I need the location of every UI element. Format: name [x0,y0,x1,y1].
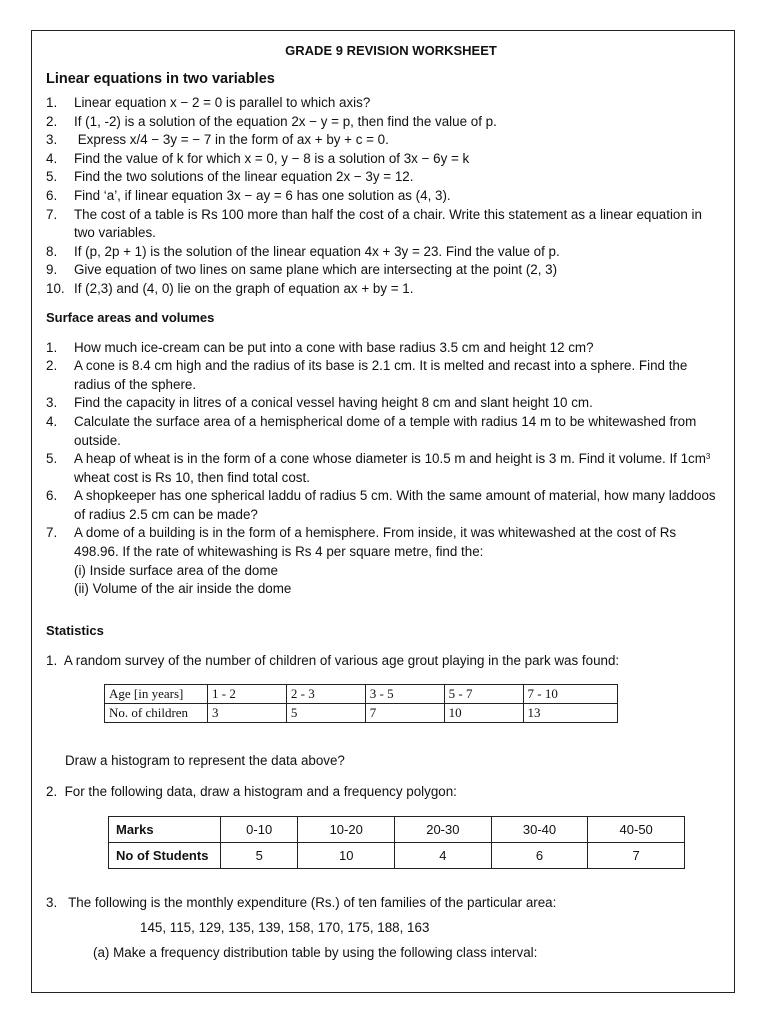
worksheet-content [46,42,716,599]
table-row: Age [in years] 1 - 2 2 - 3 3 - 5 5 - 7 7 - 10 [105,685,618,704]
stat-question-3: 3. The following is the monthly expenditure (Rs.) of ten families of the particular area: [46,895,557,910]
list-item: 1. Linear equation x − 2 = 0 is parallel to which axis? [46,95,371,110]
stat-question-1: 1. A random survey of the number of children of various age grout playing in the park was found: [46,653,620,668]
list-item: 9. Give equation of two lines on same plane which are intersecting at the point (2, 3) [46,262,558,278]
section-heading-surface: Surface areas and volumes [46,309,215,325]
expenditure-values: 145, 115, 129, 135, 139, 158, 170, 175, 188, 163 [140,920,430,935]
list-item: 7. A dome of a building is in the form of a hemisphere. From inside, it was whitewashed at the cost of Rs 498.96. If the rate of whitewashing is Rs 4 per square metre, find the: (i) Inside surface area of the dome (ii) Volume of the air inside the dome [46,525,677,597]
worksheet-title: GRADE 9 REVISION WORKSHEET [285,43,497,58]
stat-question-1-instruction: Draw a histogram to represent the data above? [65,753,345,768]
list-item: 2. If (1, -2) is a solution of the equation 2x − y = p, then find the value of p. [46,113,497,129]
list-item: 1. How much ice-cream can be put into a cone with base radius 3.5 cm and height 12 cm? [46,339,594,355]
table-row: Marks 0-10 10-20 20-30 30-40 40-50 [109,817,685,843]
list-item: 3. Find the capacity in litres of a conical vessel having height 8 cm and slant height 10 cm. [46,395,593,411]
section-heading-statistics: Statistics [46,623,104,638]
stat-question-3-part-a: (a) Make a frequency distribution table by using the following class interval: [93,945,538,960]
linear-question-list [46,94,716,299]
list-item: 6. Find ‘a’, if linear equation 3x − ay = 6 has one solution as (4, 3). [46,187,451,203]
list-item: 2. A cone is 8.4 cm high and the radius of its base is 2.1 cm. It is melted and recast into a sphere. Find the radius of the sphere. [46,358,688,392]
list-item: 4. Calculate the surface area of a hemispherical dome of a temple with radius 14 m to be whitewashed from outside. [46,413,697,448]
list-item: 8. If (p, 2p + 1) is the solution of the linear equation 4x + 3y = 23. Find the value of p. [46,243,560,259]
list-item: 5. Find the two solutions of the linear equation 2x − 3y = 12. [46,169,414,185]
list-item: 5. A heap of wheat is in the form of a cone whose diameter is 10.5 m and height is 3 m. Find it volume. If $1cm^3$ wheat cost is Rs 10, then find total cost. [46,451,711,485]
marks-table [108,816,685,869]
list-item: 3. Express x/4 − 3y = − 7 in the form of ax + by + c = 0. [46,132,389,148]
list-item: 6. A shopkeeper has one spherical laddu of radius 5 cm. With the same amount of material, how many laddoos of radius 2.5 cm can be made? [46,488,716,522]
surface-question-list [46,339,716,599]
stat-question-2: 2. For the following data, draw a histogram and a frequency polygon: [46,784,457,799]
age-table [104,684,618,723]
list-item: 7. The cost of a table is Rs 100 more than half the cost of a chair. Write this statement as a linear equation in two variables. [46,206,702,241]
list-item: 10. If (2,3) and (4, 0) lie on the graph of equation ax + by = 1. [46,280,414,296]
section-heading-linear: Linear equations in two variables [46,71,275,87]
table-row: No. of children 3 5 7 10 13 [105,704,618,723]
table-row: No of Students 5 10 4 6 7 [109,843,685,869]
list-item: 4. Find the value of k for which x = 0, y − 8 is a solution of 3x − 6y = k [46,150,470,166]
